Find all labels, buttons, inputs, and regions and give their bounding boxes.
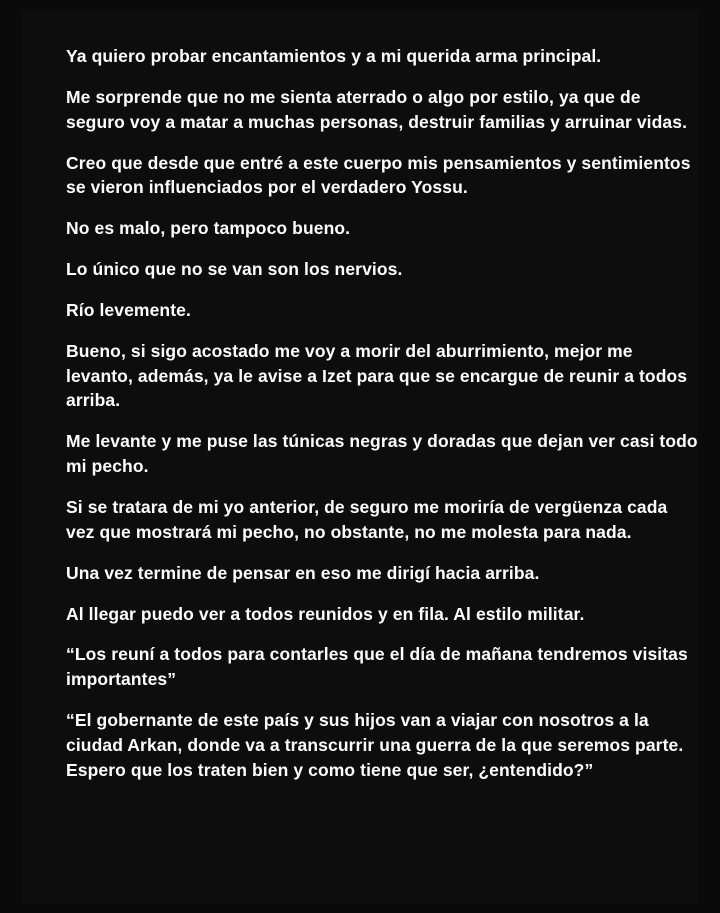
paragraph: Río levemente. bbox=[66, 299, 191, 320]
paragraph: “Los reuní a todos para contarles que el día de mañana tendremos visitas importantes” bbox=[66, 644, 688, 690]
paragraph: Ya quiero probar encantamientos y a mi querida arma principal. bbox=[66, 46, 602, 66]
paragraph: Creo que desde que entré a este cuerpo mis pensamientos y sentimientos se vieron influenciados por el verdadero Yossu. bbox=[66, 152, 691, 198]
paragraph: Lo único que no se van son los nervios. bbox=[66, 259, 403, 280]
paragraph: Si se tratara de mi yo anterior, de seguro me moriría de vergüenza cada vez que mostrará mi pecho, no obstante, no me molesta para nada. bbox=[66, 496, 668, 542]
paragraph: Me levante y me puse las túnicas negras y doradas que dejan ver casi todo mi pecho. bbox=[66, 431, 698, 477]
paragraph: Me sorprende que no me sienta aterrado o algo por estilo, ya que de seguro voy a matar a muchas personas, destruir familias y arruinar vidas. bbox=[66, 86, 688, 132]
paragraph: Al llegar puedo ver a todos reunidos y en fila. Al estilo militar. bbox=[66, 603, 585, 624]
paragraph: Una vez termine de pensar en eso me dirigí hacia arriba. bbox=[66, 562, 540, 583]
paragraph: Bueno, si sigo acostado me voy a morir del aburrimiento, mejor me levanto, además, ya le avise a Izet para que se encargue de reunir a todos arriba. bbox=[66, 340, 688, 411]
paragraph: “El gobernante de este país y sus hijos van a viajar con nosotros a la ciudad Arkan, donde va a transcurrir una guerra de la que seremos parte. Espero que los traten bien y como tiene que ser, ¿entendido?” bbox=[66, 710, 684, 780]
document-frame bbox=[22, 10, 698, 903]
document-text-body bbox=[66, 44, 698, 783]
paragraph: No es malo, pero tampoco bueno. bbox=[66, 218, 351, 239]
